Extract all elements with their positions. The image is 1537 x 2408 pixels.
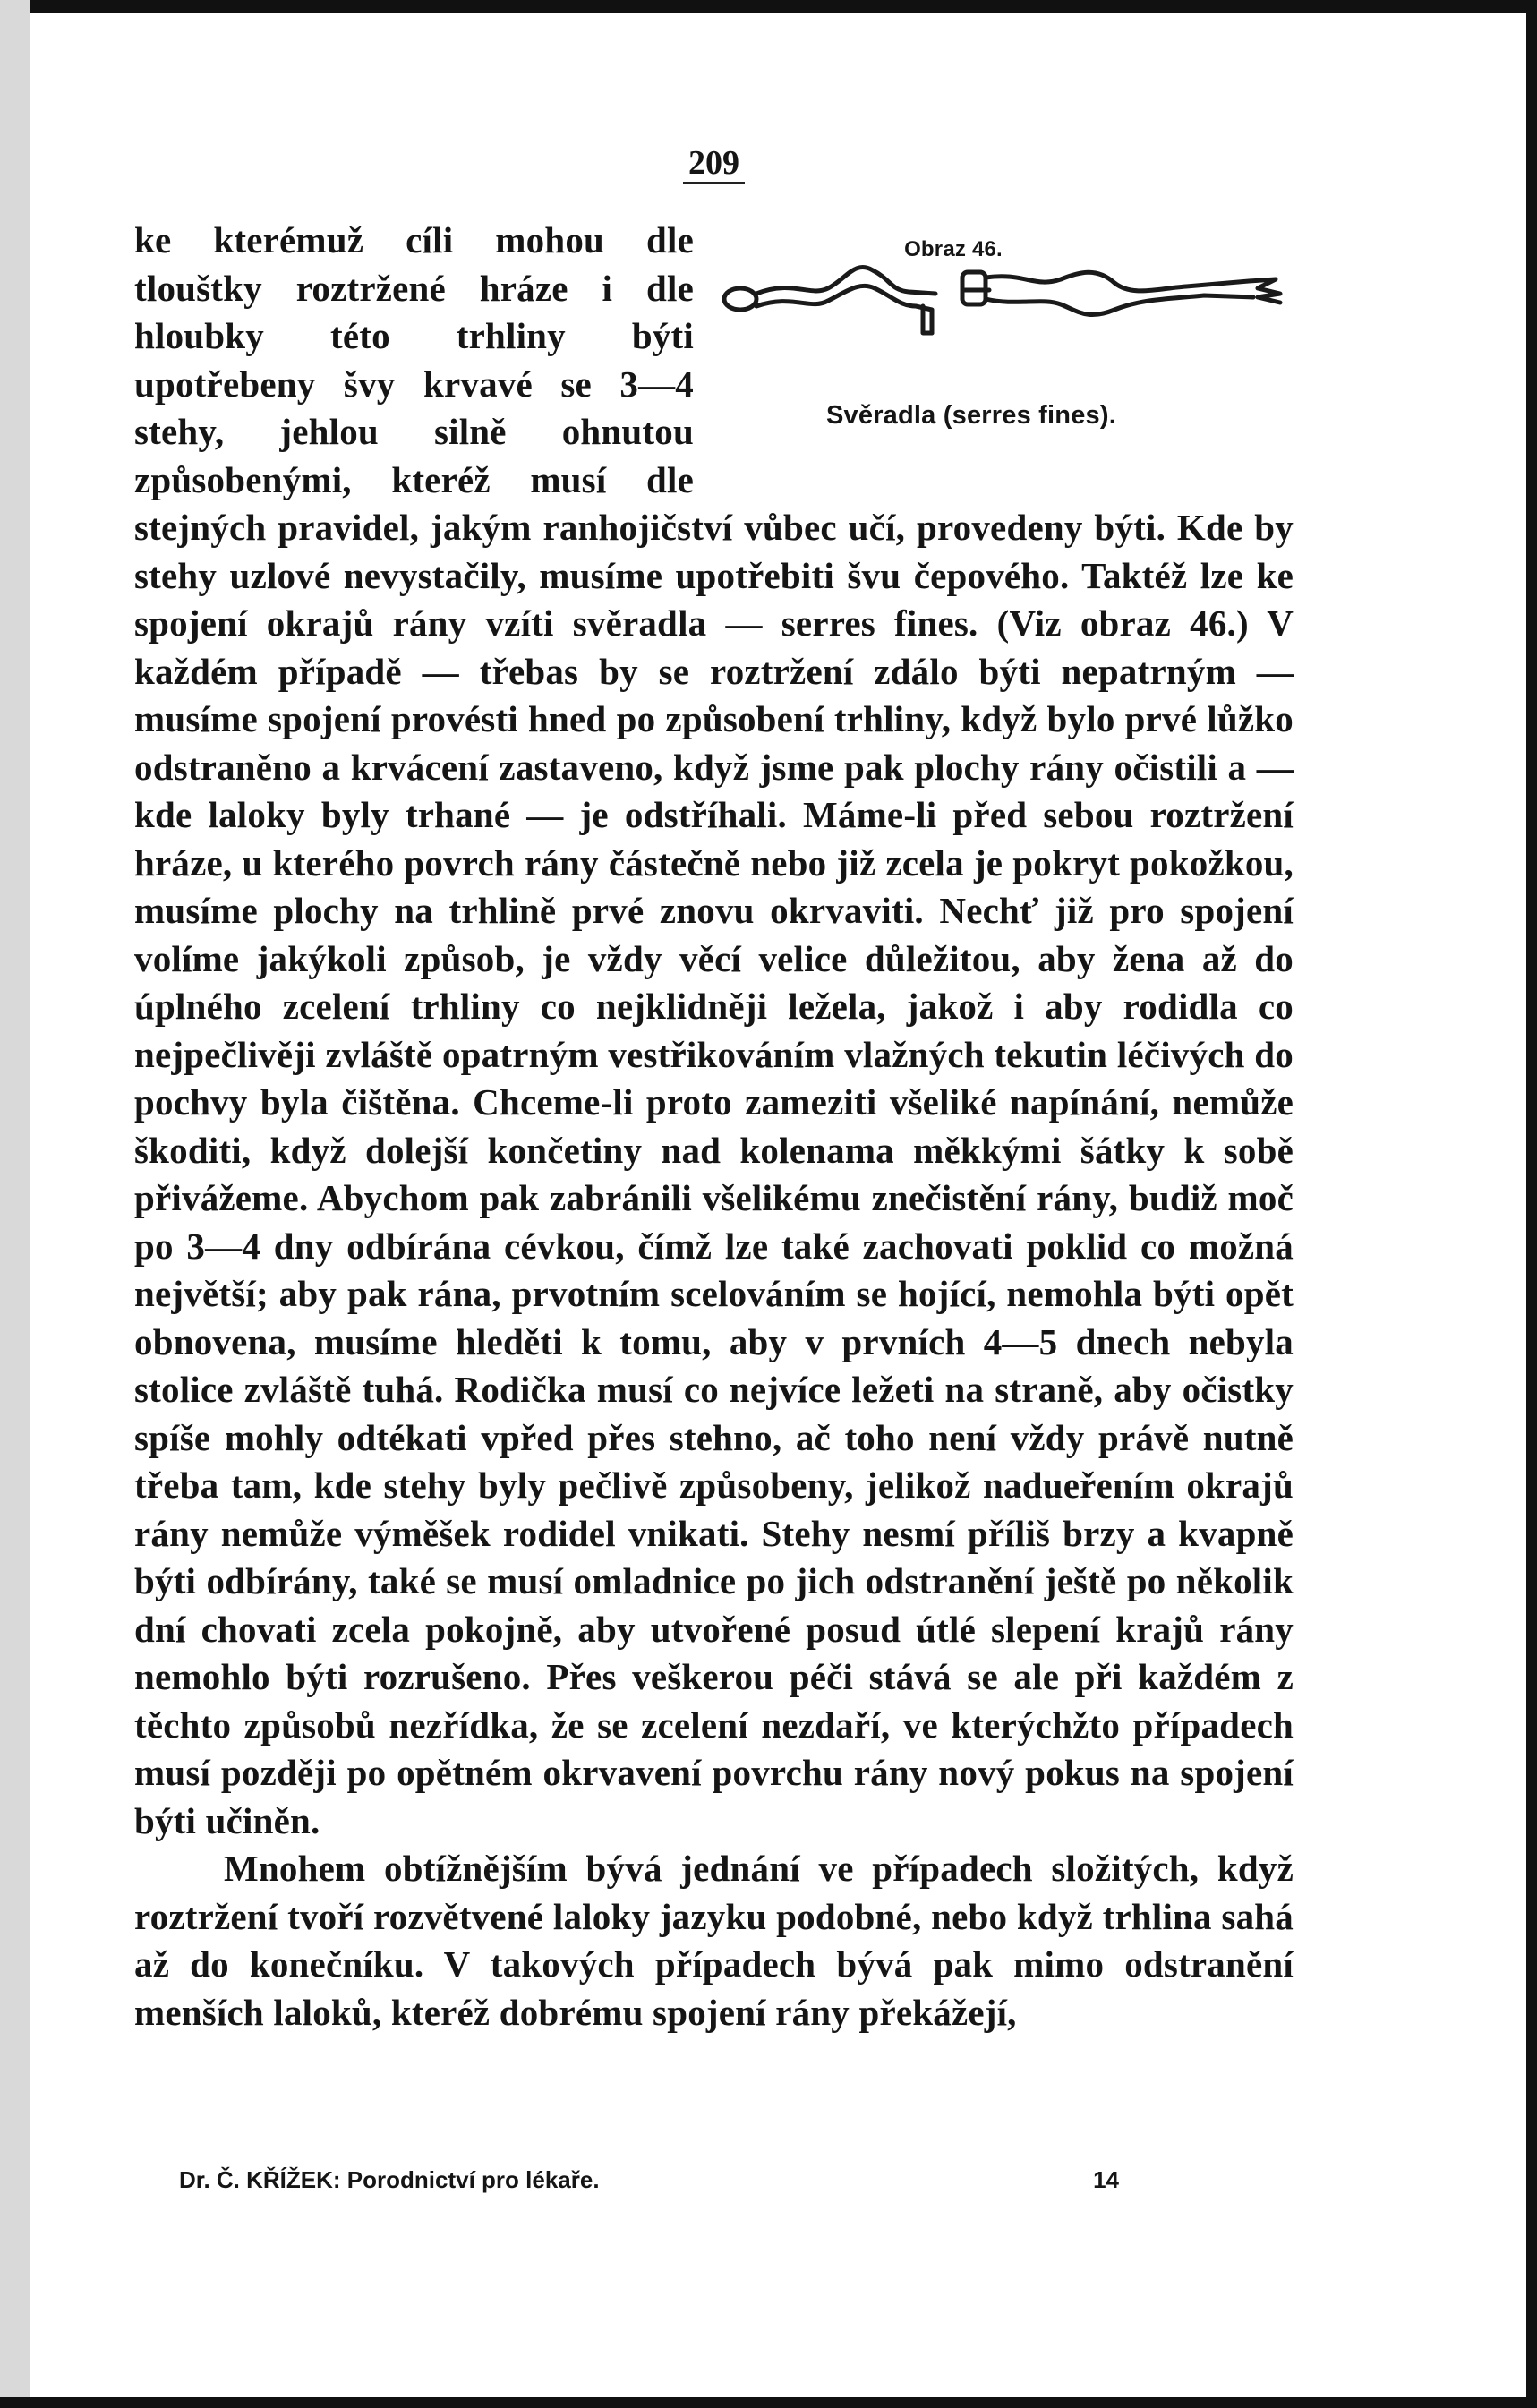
page-number: 209 xyxy=(134,143,1294,183)
figure-46 xyxy=(721,226,1294,469)
book-page xyxy=(134,143,1294,2037)
scan-border-left xyxy=(0,0,30,2408)
body-text xyxy=(134,217,1294,2037)
spring-coil-left xyxy=(724,288,756,310)
figure-caption: Svěradla (serres fines). xyxy=(826,401,1116,430)
scan-border-right xyxy=(1526,0,1537,2408)
paragraph-1: Obraz 46. Svěradla (serres fines). ke kterémuž cíli mohou dle tlouštky roztržené hráze i dle hloubky této trhliny býti upotřebeny švy krvavé se 3—4 stehy, jehlou silně ohnutou způsobenými, kteréž musí dle stejných pravidel, jakým ranhojičství vůbec učí, provedeny býti. Kde by stehy uzlové nevystačily, musíme upotřebiti švu čepového. Taktéž lze ke spojení okrajů rány vzíti svěradla — serres fines. (Viz obraz 46.) V každém případě — třebas by se roztržení zdálo býti nepatrným — musíme spojení provésti hned po způsobení trhliny, když bylo prvé lůžko odstraněno a krvácení zastaveno, když jsme pak plochy rány očistili a — kde laloky byly trhané — je odstříhali. Máme-li před sebou roztržení hráze, u kterého povrch rány částečně nebo již zcela je pokryt pokožkou, musíme plochy na trhlině prvé znovu okrvaviti. Nechť již pro spojení volíme jakýkoli způsob, je vždy věcí velice důležitou, aby žena až do úplného zcelení trhliny co nejklidněji ležela, jakož i aby rodidla co nejpečlivěji zvláště opatrným vestřikováním vlažných tekutin léčivých do pochvy byla čištěna. Chceme-li proto zameziti všeliké napínání, nemůže škoditi, když dolejší končetiny nad kolenama měkkými šátky k sobě přivážeme. Abychom pak zabránili všelikému znečistění rány, budiž moč po 3—4 dny odbírána cévkou, čímž lze také zachovati poklid co možná největší; aby pak rána, prvotním scelováním se hojící, nemohla býti opět obnovena, musíme hleděti k tomu, aby v prvních 4—5 dnech nebyla stolice zvláště tuhá. Rodička musí co nejvíce ležeti na straně, aby očistky spíše mohly odtékati vpřed přes stehno, ač toho není vždy právě nutně třeba tam, kde stehy byly pečlivě způsobeny, jelikož nadueřením okrajů rány nemůže výměšek rodidel vnikati. Stehy nesmí příliš brzy a kvapně býti odbírány, také se musí omladnice po jich odstranění ještě po několik dní chovati zcela pokojně, aby utvořené posud útlé slepení krajů rány nemohlo býti rozrušeno. Přes veškerou péči stává se ale při každém z těchto způsobů nezřídka, že se zcelení nezdaří, ve kterýchžto případech musí později po opětném okrvavení povrchu rány nový pokus na spojení býti učiněn. xyxy=(134,219,1294,1841)
page-footer xyxy=(179,2166,1119,2194)
scan-border-bottom xyxy=(0,2397,1537,2408)
scan-border-top xyxy=(0,0,1537,13)
footer-author-title: Dr. Č. KŘÍŽEK: Porodnictví pro lékaře. xyxy=(179,2166,600,2193)
serres-fines-illustration xyxy=(721,261,1294,387)
figure-title: Obraz 46. xyxy=(904,237,1003,261)
sheet-signature: 14 xyxy=(1093,2166,1119,2193)
paragraph-2: Mnohem obtížnějším bývá jednání ve případech složitých, když roztržení tvoří rozvětvené laloky jazyku podobné, nebo když trhlina sahá až do konečníku. V takových případech bývá pak mimo odstranění menších laloků, kteréž dobrému spojení rány překážejí, xyxy=(134,1848,1294,2033)
